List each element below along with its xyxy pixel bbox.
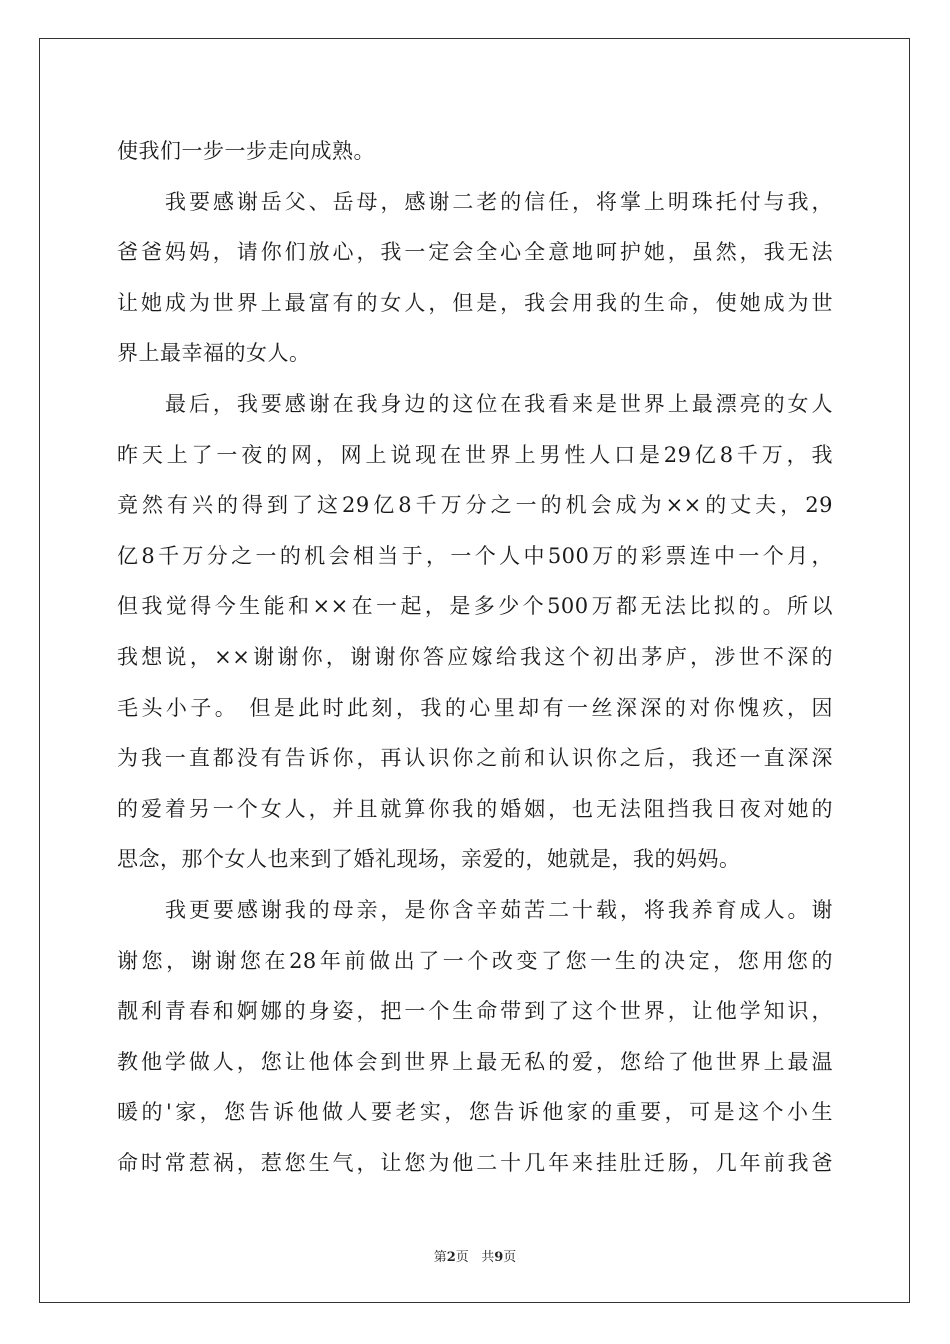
text-line: 我想说，××谢谢你，谢谢你答应嫁给我这个初出茅庐，涉世不深的 — [117, 644, 833, 669]
text-line: 昨天上了一夜的网，网上说现在世界上男性人口是29亿8千万，我 — [117, 442, 833, 467]
current-page-number: 2 — [446, 1250, 456, 1265]
text-line: 但我觉得今生能和××在一起，是多少个500万都无法比拟的。所以 — [117, 594, 833, 619]
text-line: 为我一直都没有告诉你，再认识你之前和认识你之后，我还一直深深 — [117, 746, 833, 771]
text-line: 竟然有兴的得到了这29亿8千万分之一的机会成为××的丈夫，29 — [117, 493, 833, 518]
text-line: 使我们一步一步走向成熟。 — [117, 139, 375, 163]
text-line: 界上最幸福的女人。 — [117, 341, 311, 366]
document-body — [117, 126, 833, 1188]
text-line: 靓利青春和婀娜的身姿，把一个生命带到了这个世界，让他学知识， — [117, 999, 833, 1024]
text-line: 命时常惹祸，惹您生气，让您为他二十几年来挂肚迁肠，几年前我爸 — [117, 1150, 833, 1175]
text-line: 暖的'家，您告诉他做人要老实，您告诉他家的重要，可是这个小生 — [117, 1100, 833, 1125]
text-line: 思念，那个女人也来到了婚礼现场，亲爱的，她就是，我的妈妈。 — [117, 847, 741, 872]
page-label-prefix: 第 — [433, 1250, 447, 1265]
text-line: 我更要感谢我的母亲，是你含辛茹苦二十载，将我养育成人。谢 — [165, 897, 833, 922]
total-page-number: 9 — [494, 1250, 504, 1265]
page-label-suffix: 页 — [455, 1250, 469, 1265]
text-line: 亿8千万分之一的机会相当于，一个人中500万的彩票连中一个月， — [117, 543, 833, 568]
text-line: 谢您，谢谢您在28年前做出了一个改变了您一生的决定，您用您的 — [117, 948, 833, 973]
text-line: 我要感谢岳父、岳母，感谢二老的信任，将掌上明珠托付与我， — [165, 189, 833, 214]
text-line: 的爱着另一个女人，并且就算你我的婚姻，也无法阻挡我日夜对她的 — [117, 796, 833, 821]
total-label-suffix: 页 — [503, 1250, 517, 1265]
text-line: 让她成为世界上最富有的女人，但是，我会用我的生命，使她成为世 — [117, 290, 833, 315]
total-label-prefix: 共 — [481, 1250, 495, 1265]
text-line: 毛头小子。 但是此时此刻，我的心里却有一丝深深的对你愧疚，因 — [117, 695, 833, 720]
page-footer — [0, 1246, 950, 1265]
text-line: 教他学做人，您让他体会到世界上最无私的爱，您给了他世界上最温 — [117, 1049, 833, 1074]
text-line: 最后，我要感谢在我身边的这位在我看来是世界上最漂亮的女人 — [165, 391, 833, 416]
text-line: 爸爸妈妈，请你们放心，我一定会全心全意地呵护她，虽然，我无法 — [117, 240, 833, 265]
